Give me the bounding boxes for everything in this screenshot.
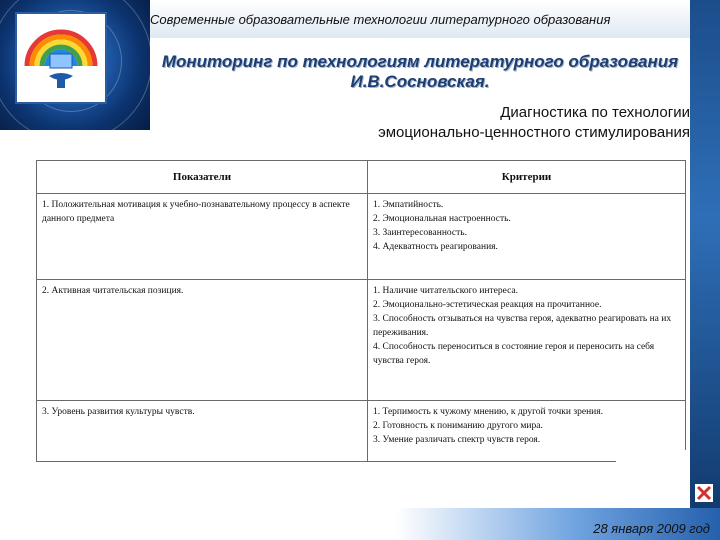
footer-date: 28 января 2009 год [593,521,710,536]
monitoring-table [36,160,686,466]
close-icon[interactable] [695,484,713,502]
table-row [37,194,686,280]
criterion-item: 1. Наличие читательского интереса. [373,286,519,296]
school-logo [15,12,107,104]
title-line-1: Мониторинг по технологиям литературного образования [161,52,679,71]
indicator-cell [37,280,368,401]
subtitle-line-2: эмоционально-ценностного стимулирования [378,124,690,141]
criterion-item: 1. Эмпатийность. [373,200,444,210]
header-criteria: Критерии [368,161,686,194]
subtitle [270,103,690,143]
criterion-item: 3. Способность отзываться на чувства героя, адекватно реагировать на их переживания. [373,314,672,338]
criterion-item: 2. Эмоциональная настроенность. [373,214,511,224]
criterion-item: 3. Заинтересованность. [373,228,467,238]
criteria-cell [368,194,686,280]
indicator-cell [37,194,368,280]
corner-white-box [616,450,690,494]
page-title [130,52,710,92]
globe-background [0,0,150,130]
criteria-cell [368,280,686,401]
criterion-item: 4. Адекватность реагирования. [373,242,498,252]
indicator-text: 2. Активная читательская позиция. [42,286,184,296]
table-row [37,280,686,401]
indicator-text: 3. Уровень развития культуры чувств. [42,407,195,417]
rainbow-logo-icon [17,14,105,102]
criterion-item: 4. Способность переноситься в состояние героя и переносить на себя чувства героя. [373,342,655,366]
criterion-item: 1. Терпимость к чужому мнению, к другой точки зрения. [373,407,603,417]
criterion-item: 3. Умение различать спектр чувств героя. [373,435,541,445]
criterion-item: 2. Готовность к пониманию другого мира. [373,421,543,431]
title-author: И.В.Сосновская. [350,72,490,91]
header-title: Современные образовательные технологии литературного образования [150,12,611,27]
header-indicators: Показатели [37,161,368,194]
criterion-item: 2. Эмоционально-эстетическая реакция на прочитанное. [373,300,602,310]
table-row [37,401,686,462]
subtitle-line-1: Диагностика по технологии [500,104,690,121]
indicator-text: 1. Положительная мотивация к учебно-познавательному процессу в аспекте данного предмета [42,200,350,224]
indicator-cell [37,401,368,462]
